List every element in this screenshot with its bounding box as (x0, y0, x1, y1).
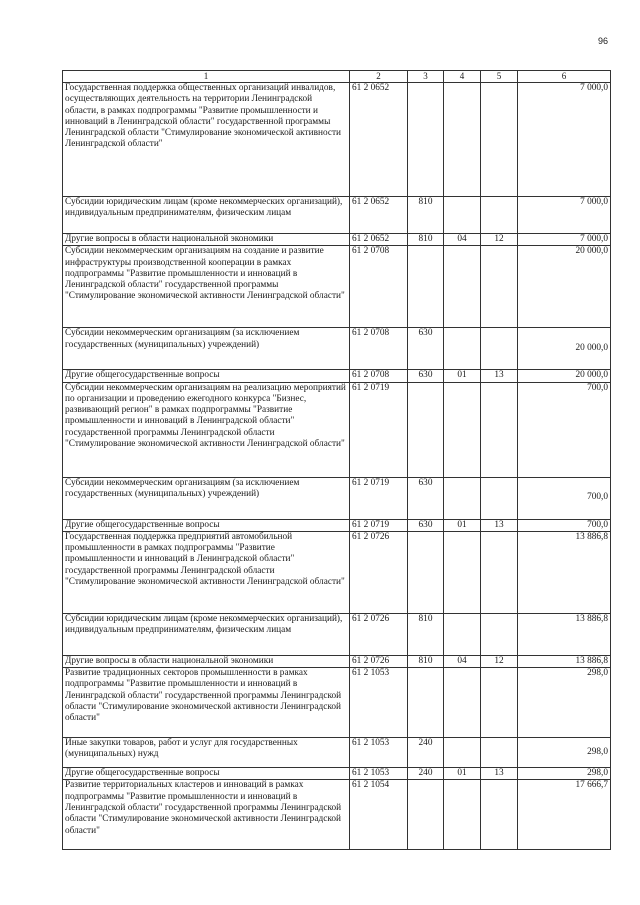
row-csr-code: 61 2 0708 (350, 370, 408, 382)
row-name: Другие вопросы в области национальной экономики (63, 234, 350, 246)
table-body (63, 83, 611, 850)
table-row (63, 477, 611, 519)
row-vr-code (408, 246, 444, 328)
row-pr-code (481, 613, 518, 655)
row-amount: 700,0 (518, 477, 611, 519)
header-col-3: 3 (408, 71, 444, 83)
row-vr-code: 810 (408, 197, 444, 234)
table-row (63, 768, 611, 780)
row-csr-code: 61 2 1054 (350, 780, 408, 850)
header-col-4: 4 (444, 71, 481, 83)
header-col-2: 2 (350, 71, 408, 83)
row-rz-code (444, 780, 481, 850)
row-pr-code: 13 (481, 519, 518, 531)
row-rz-code (444, 668, 481, 738)
row-name: Государственная поддержка предприятий автомобильной промышленности в рамках подпрограммы "Развитие промышленности и инноваций в Ленинградской области" государственной программы Ленинградской области "Стимулирование экономической активности Ленинградской области" (63, 531, 350, 613)
row-vr-code: 630 (408, 328, 444, 370)
row-name: Другие общегосударственные вопросы (63, 519, 350, 531)
row-name: Субсидии некоммерческим организациям (за исключением государственных (муниципальных) учреждений) (63, 477, 350, 519)
row-pr-code (481, 668, 518, 738)
table-row (63, 197, 611, 234)
row-vr-code: 240 (408, 738, 444, 768)
row-pr-code (481, 738, 518, 768)
row-name: Субсидии некоммерческим организациям на реализацию мероприятий по организации и проведению ежегодного конкурса "Бизнес, развивающий регион" в рамках подпрограммы "Развитие промышленности и инноваций в Ленинградской области" государственной программы Ленинградской области "Стимулирование экономической активности Ленинградской области" (63, 382, 350, 477)
row-amount: 7 000,0 (518, 234, 611, 246)
row-amount: 700,0 (518, 382, 611, 477)
row-pr-code (481, 531, 518, 613)
table-row (63, 234, 611, 246)
budget-table (62, 70, 611, 850)
header-row (63, 71, 611, 83)
row-vr-code (408, 780, 444, 850)
row-pr-code (481, 382, 518, 477)
row-amount: 700,0 (518, 519, 611, 531)
row-pr-code (481, 328, 518, 370)
row-rz-code (444, 83, 481, 197)
row-rz-code (444, 382, 481, 477)
row-vr-code: 630 (408, 370, 444, 382)
row-rz-code: 04 (444, 234, 481, 246)
row-rz-code (444, 328, 481, 370)
table-row (63, 519, 611, 531)
row-rz-code (444, 477, 481, 519)
row-name: Развитие территориальных кластеров и инноваций в рамках подпрограммы "Развитие промышленности и инноваций в Ленинградской области" государственной программы Ленинградской области "Стимулирование экономической активности Ленинградской области" (63, 780, 350, 850)
row-csr-code: 61 2 0726 (350, 613, 408, 655)
row-name: Субсидии некоммерческим организациям (за исключением государственных (муниципальных) учреждений) (63, 328, 350, 370)
row-csr-code: 61 2 0719 (350, 519, 408, 531)
row-pr-code: 13 (481, 370, 518, 382)
row-name: Другие общегосударственные вопросы (63, 768, 350, 780)
table-row (63, 370, 611, 382)
row-vr-code: 240 (408, 768, 444, 780)
row-amount: 20 000,0 (518, 328, 611, 370)
row-rz-code: 01 (444, 519, 481, 531)
row-amount: 298,0 (518, 738, 611, 768)
row-amount: 20 000,0 (518, 370, 611, 382)
row-amount: 20 000,0 (518, 246, 611, 328)
table-row (63, 780, 611, 850)
row-rz-code (444, 531, 481, 613)
row-csr-code: 61 2 0652 (350, 83, 408, 197)
row-csr-code: 61 2 0708 (350, 246, 408, 328)
row-vr-code: 630 (408, 519, 444, 531)
row-csr-code: 61 2 1053 (350, 738, 408, 768)
row-vr-code (408, 382, 444, 477)
row-amount: 298,0 (518, 668, 611, 738)
header-col-6: 6 (518, 71, 611, 83)
table-row (63, 83, 611, 197)
row-name: Иные закупки товаров, работ и услуг для государственных (муниципальных) нужд (63, 738, 350, 768)
row-name: Субсидии некоммерческим организациям на создание и развитие инфраструктуры производственной кооперации в рамках подпрограммы "Развитие промышленности и инноваций в Ленинградской области" государственной программы "Стимулирование экономической активности Ленинградской области" (63, 246, 350, 328)
row-amount: 17 666,7 (518, 780, 611, 850)
table-row (63, 328, 611, 370)
row-csr-code: 61 2 0726 (350, 531, 408, 613)
row-csr-code: 61 2 0652 (350, 197, 408, 234)
row-name: Другие вопросы в области национальной экономики (63, 655, 350, 667)
row-rz-code: 01 (444, 768, 481, 780)
row-vr-code (408, 83, 444, 197)
row-name: Другие общегосударственные вопросы (63, 370, 350, 382)
row-vr-code: 810 (408, 613, 444, 655)
row-amount: 7 000,0 (518, 83, 611, 197)
row-csr-code: 61 2 0708 (350, 328, 408, 370)
row-rz-code: 01 (444, 370, 481, 382)
row-vr-code: 810 (408, 234, 444, 246)
row-vr-code (408, 531, 444, 613)
table-row (63, 613, 611, 655)
row-pr-code (481, 197, 518, 234)
row-pr-code (481, 780, 518, 850)
row-pr-code: 12 (481, 234, 518, 246)
row-amount: 13 886,8 (518, 613, 611, 655)
table-header (63, 71, 611, 83)
row-csr-code: 61 2 1053 (350, 668, 408, 738)
row-amount: 13 886,8 (518, 655, 611, 667)
header-col-1: 1 (63, 71, 350, 83)
header-col-5: 5 (481, 71, 518, 83)
row-rz-code (444, 613, 481, 655)
row-csr-code: 61 2 0719 (350, 477, 408, 519)
row-csr-code: 61 2 0719 (350, 382, 408, 477)
row-name: Государственная поддержка общественных организаций инвалидов, осуществляющих деятельность на территории Ленинградской области, в рамках подпрограммы "Развитие промышленности и инноваций в Ленинградской области" государственной программы Ленинградской области "Стимулирование экономической активности Ленинградской области" (63, 83, 350, 197)
page-number: 96 (598, 36, 609, 46)
row-pr-code (481, 246, 518, 328)
row-pr-code (481, 83, 518, 197)
row-name: Развитие традиционных секторов промышленности в рамках подпрограммы "Развитие промышленности и инноваций в Ленинградской области" государственной программы Ленинградской области "Стимулирование экономической активности Ленинградской области" (63, 668, 350, 738)
row-pr-code (481, 477, 518, 519)
row-name: Субсидии юридическим лицам (кроме некоммерческих организаций), индивидуальным предпринимателям, физическим лицам (63, 613, 350, 655)
row-csr-code: 61 2 0726 (350, 655, 408, 667)
table-row (63, 738, 611, 768)
row-csr-code: 61 2 0652 (350, 234, 408, 246)
row-vr-code (408, 668, 444, 738)
row-rz-code (444, 197, 481, 234)
row-pr-code: 13 (481, 768, 518, 780)
table-row (63, 531, 611, 613)
table-row (63, 246, 611, 328)
row-rz-code (444, 738, 481, 768)
row-amount: 298,0 (518, 768, 611, 780)
table-row (63, 668, 611, 738)
row-name: Субсидии юридическим лицам (кроме некоммерческих организаций), индивидуальным предпринимателям, физическим лицам (63, 197, 350, 234)
row-vr-code: 810 (408, 655, 444, 667)
table-row (63, 382, 611, 477)
row-csr-code: 61 2 1053 (350, 768, 408, 780)
row-pr-code: 12 (481, 655, 518, 667)
table-row (63, 655, 611, 667)
row-rz-code (444, 246, 481, 328)
row-vr-code: 630 (408, 477, 444, 519)
row-amount: 7 000,0 (518, 197, 611, 234)
row-rz-code: 04 (444, 655, 481, 667)
row-amount: 13 886,8 (518, 531, 611, 613)
